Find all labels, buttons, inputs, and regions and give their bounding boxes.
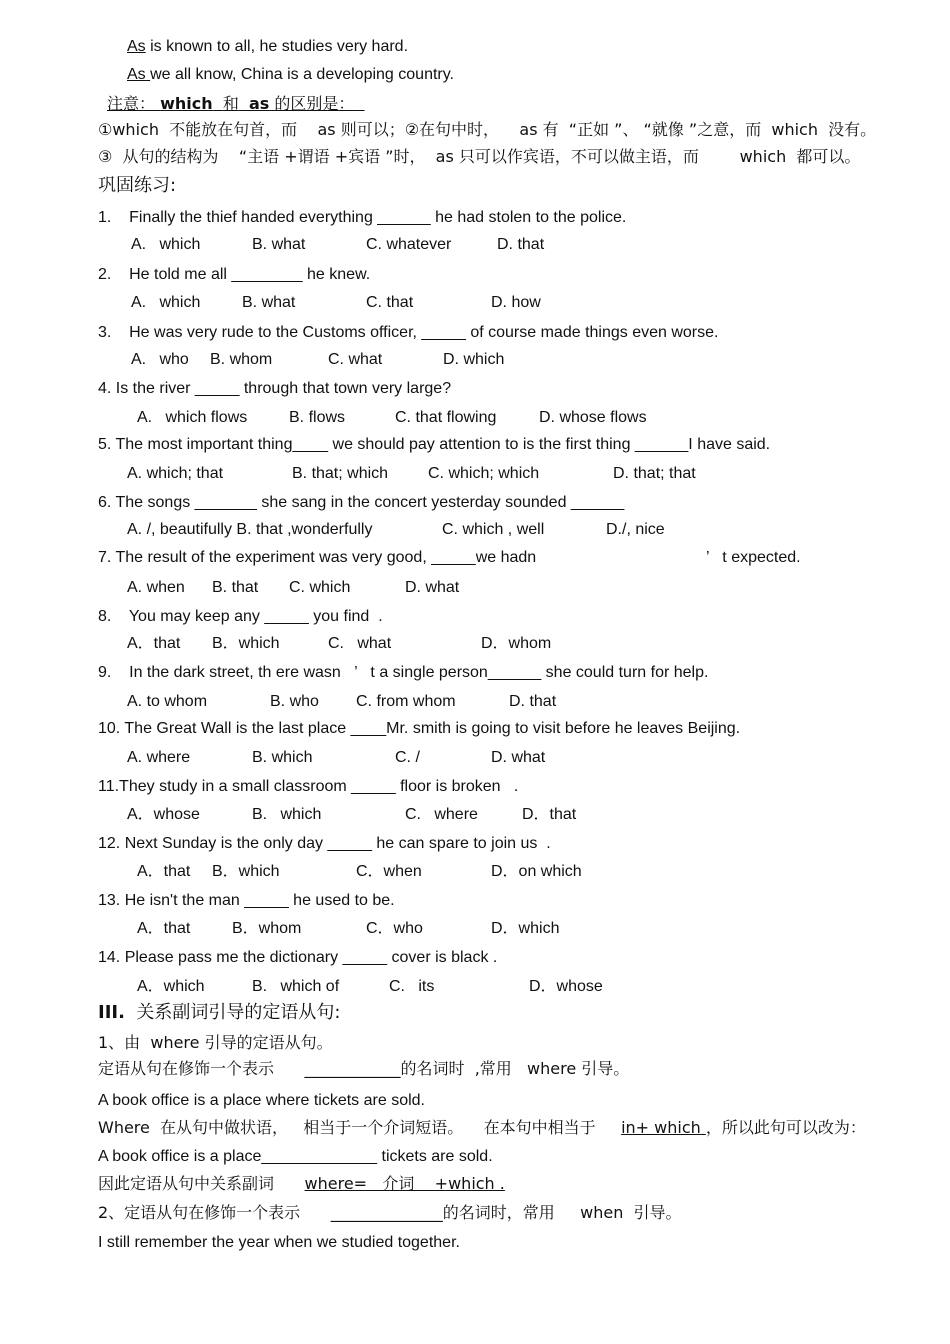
option: A. to whom (127, 693, 208, 710)
option: C. its (389, 978, 435, 995)
option: B. that; which (292, 465, 389, 482)
option: B. which (252, 749, 313, 766)
option: C. which (289, 579, 351, 596)
option: B．which (212, 635, 280, 652)
option: B. whom (210, 351, 273, 368)
option: C．who (366, 920, 423, 937)
option: A．which (137, 978, 205, 995)
option: C. that (366, 294, 414, 311)
option: D. that; that (613, 465, 696, 482)
question-stem: 10. The Great Wall is the last place ____Mr. smith is going to visit before he leaves Beijing. (98, 720, 741, 737)
question-stem: 4. Is the river _____ through that town very large? (98, 380, 452, 397)
question-stem: 14. Please pass me the dictionary _____ cover is black . (98, 949, 498, 966)
section-number: III. (98, 1002, 125, 1023)
option: B. what (242, 294, 296, 311)
option: A. when (127, 579, 185, 596)
underlined-phrase: where= 介词 +which . (304, 1174, 505, 1193)
option: A. who (131, 351, 189, 368)
question-stem: 12. Next Sunday is the only day _____ he can spare to join us . (98, 835, 551, 852)
option: B. which (252, 806, 322, 823)
option: C. which , well (442, 521, 545, 538)
note-heading (107, 94, 365, 114)
example-line-1 (127, 37, 408, 57)
section-paragraph: 2、定语从句在修饰一个表示 ______________的名词时，常用 when 引导。 (98, 1203, 682, 1222)
example-line-2 (127, 65, 454, 85)
option: B. flows (289, 409, 346, 426)
as-word: As (127, 66, 151, 83)
section-heading (98, 1003, 340, 1023)
option: B. who (270, 693, 319, 710)
option: D. that (497, 236, 545, 253)
option: C. / (395, 749, 420, 766)
option: B. that (212, 579, 259, 596)
option: C. that flowing (395, 409, 497, 426)
option: B．which (212, 863, 280, 880)
option: D．whom (481, 635, 552, 652)
question-stem: 11.They study in a small classroom _____ floor is broken . (98, 778, 519, 795)
example-text: we all know, China is a developing country. (150, 66, 454, 83)
option: A. which flows (137, 409, 248, 426)
option: D. that (509, 693, 557, 710)
option: C. what (328, 635, 392, 652)
section-paragraph (98, 1174, 505, 1194)
question-stem: 9. In the dark street, th ere wasn ’ t a single person______ she could turn for help. (98, 664, 709, 681)
option: A．that (127, 635, 181, 652)
option: D．on which (491, 863, 582, 880)
option: C. where (405, 806, 478, 823)
underlined-phrase: in+ which (621, 1118, 706, 1137)
explanation-text: ，所以此句可以改为： (705, 1118, 866, 1137)
section-paragraph: 定语从句在修饰一个表示 ____________的名词时 ,常用 where 引导。 (98, 1059, 630, 1078)
note-rule-1: ①which 不能放在句首，而 as 则可以；②在句中时， as 有 “正如 ”、 “就像 ”之意，而 which 没有。 (98, 120, 877, 139)
note-as: as (249, 94, 270, 113)
option: A. which (131, 236, 201, 253)
as-word: As (127, 38, 146, 55)
option: B．whom (232, 920, 302, 937)
option: A. /, beautifully B. that ,wonderfully (127, 521, 373, 538)
note-which: which (160, 94, 213, 113)
option: C. whatever (366, 236, 452, 253)
section-title: 关系副词引导的定语从句: (124, 1002, 341, 1023)
section-paragraph (98, 1118, 866, 1138)
note-suffix: 的区别是： (274, 94, 355, 113)
option: A．that (137, 863, 191, 880)
option: D. what (491, 749, 546, 766)
option: A．whose (127, 806, 200, 823)
section-paragraph: 1、由 where 引导的定语从句。 (98, 1033, 333, 1052)
option: D．whose (529, 978, 603, 995)
option: A. where (127, 749, 191, 766)
option: D./, nice (606, 521, 665, 538)
question-stem: 8. You may keep any _____ you find . (98, 608, 383, 625)
question-stem: 1. Finally the thief handed everything ______ he had stolen to the police. (98, 209, 627, 226)
option: D. which (443, 351, 505, 368)
option: D．which (491, 920, 560, 937)
example-sentence: A book office is a place where tickets are sold. (98, 1092, 425, 1109)
example-text: is known to all, he studies very hard. (145, 38, 409, 55)
option: C．when (356, 863, 422, 880)
question-stem: 5. The most important thing____ we should pay attention to is the first thing ______I have said. (98, 436, 771, 453)
option: C. what (328, 351, 383, 368)
option: B. which of (252, 978, 340, 995)
question-stem: 7. The result of the experiment was very good, _____we hadn (98, 549, 537, 566)
option: D. whose flows (539, 409, 647, 426)
question-stem: 3. He was very rude to the Customs officer, _____ of course made things even worse. (98, 324, 719, 341)
practice-title: 巩固练习: (98, 175, 177, 196)
option: D. what (405, 579, 460, 596)
option: D．that (522, 806, 577, 823)
note-and: 和 (222, 94, 239, 113)
option: C. which; which (428, 465, 540, 482)
example-sentence: A book office is a place_____________ tickets are sold. (98, 1148, 493, 1165)
option: D. how (491, 294, 541, 311)
option: C. from whom (356, 693, 456, 710)
question-stem: 13. He isn't the man _____ he used to be. (98, 892, 395, 909)
question-stem-tail: ’ t expected. (706, 549, 801, 566)
question-stem: 2. He told me all ________ he knew. (98, 266, 371, 283)
option: B. what (252, 236, 306, 253)
explanation-text: 因此定语从句中关系副词 (98, 1174, 305, 1193)
note-prefix: 注意： (107, 94, 156, 113)
option: A. which (131, 294, 201, 311)
explanation-text: Where 在从句中做状语， 相当于一个介词短语。 在本句中相当于 (98, 1118, 622, 1137)
question-stem: 6. The songs _______ she sang in the concert yesterday sounded ______ (98, 494, 625, 511)
option: A．that (137, 920, 191, 937)
option: A. which; that (127, 465, 224, 482)
example-sentence: I still remember the year when we studied together. (98, 1234, 460, 1251)
note-rule-2: ③ 从句的结构为 “主语 +谓语 +宾语 ”时， as 只可以作宾语，不可以做主语，而 which 都可以。 (98, 147, 861, 166)
